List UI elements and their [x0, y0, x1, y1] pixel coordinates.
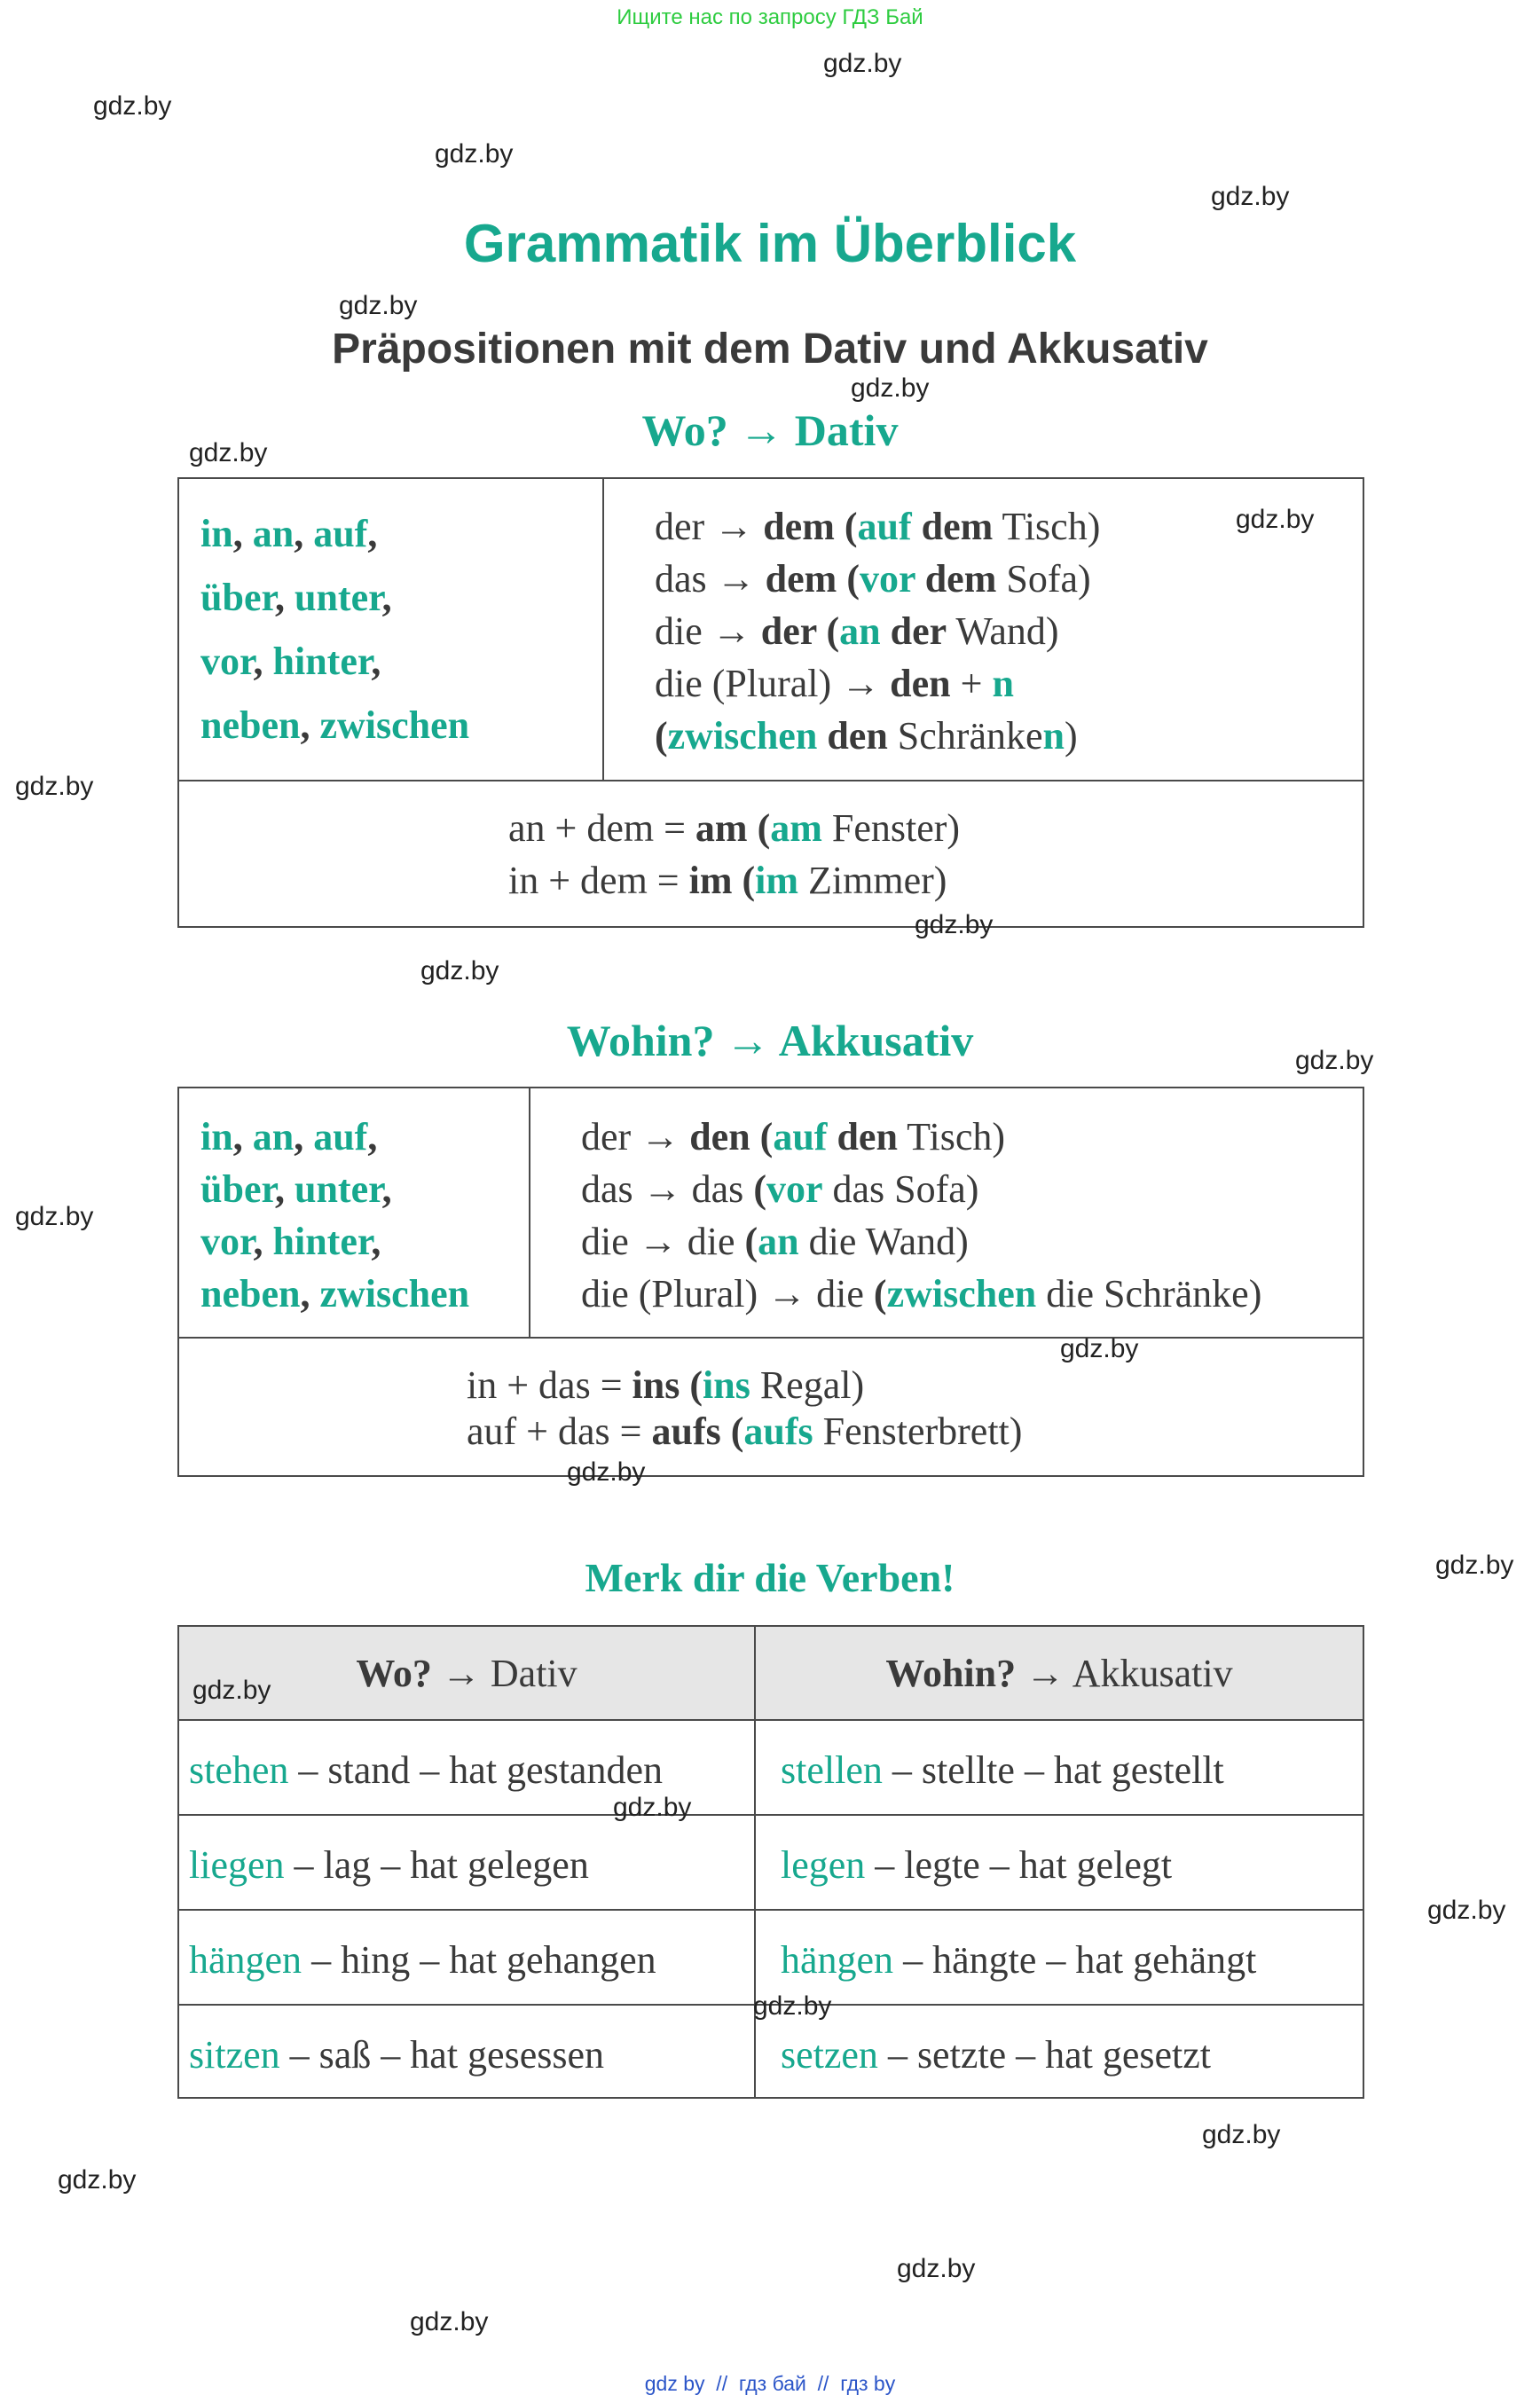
akkusativ-contraction-line: [467, 1409, 1022, 1454]
text-segment: (: [873, 1272, 887, 1315]
text-segment: der: [880, 609, 947, 653]
text-segment: aufs: [651, 1410, 721, 1453]
text-segment: Zimmer): [798, 859, 947, 902]
text-segment: n: [1042, 714, 1065, 758]
text-segment: der →: [655, 505, 764, 548]
text-segment: Tisch): [993, 505, 1101, 548]
text-segment: liegen: [189, 1843, 285, 1887]
watermark: gdz.by: [567, 1457, 646, 1487]
page-subtitle: Präpositionen mit dem Dativ und Akkusativ: [332, 326, 1208, 373]
text-segment: ,: [232, 1115, 253, 1158]
text-segment: Wo?: [356, 1652, 432, 1695]
text-segment: an: [758, 1220, 799, 1263]
text-segment: ,: [371, 1220, 381, 1263]
text-segment: – lag – hat gelegen: [284, 1843, 589, 1887]
watermark: gdz.by: [1060, 1334, 1139, 1363]
text-segment: +: [950, 662, 993, 705]
text-segment: hinter: [272, 1220, 372, 1263]
text-segment: ins: [632, 1363, 680, 1407]
footer-links[interactable]: gdz by // гдз бай // гдз by: [644, 2372, 896, 2395]
text-segment: (: [655, 714, 668, 758]
text-segment: zwischen: [667, 714, 818, 758]
text-segment: (: [750, 1115, 774, 1158]
text-segment: → Akkusativ: [1016, 1652, 1233, 1695]
text-segment: in: [200, 1115, 233, 1158]
text-segment: setzen: [781, 2033, 878, 2077]
dativ-divider-h: [177, 780, 1364, 781]
text-segment: → Dativ: [431, 1652, 578, 1695]
text-segment: der: [760, 609, 817, 653]
watermark: gdz.by: [1202, 2120, 1281, 2149]
verb-dativ-cell: [189, 1937, 656, 1983]
text-segment: – legte – hat gelegt: [865, 1843, 1173, 1887]
dativ-article-line: [655, 504, 1100, 549]
text-segment: legen: [781, 1843, 866, 1887]
text-segment: – saß – hat gesessen: [279, 2033, 605, 2077]
text-segment: die (Plural) →: [655, 662, 891, 705]
watermark: gdz.by: [823, 49, 902, 78]
text-segment: ,: [300, 703, 320, 747]
text-segment: ,: [294, 1115, 314, 1158]
watermark: gdz.by: [192, 1676, 271, 1705]
page-title: Grammatik im Überblick: [463, 214, 1077, 273]
top-banner[interactable]: Ищите нас по запросу ГДЗ Бай: [617, 5, 923, 29]
text-segment: ): [1065, 714, 1078, 758]
akkusativ-article-line: [581, 1114, 1005, 1159]
text-segment: sitzen: [189, 2033, 280, 2077]
text-segment: den: [827, 1115, 898, 1158]
verb-dativ-cell: [189, 2032, 604, 2077]
text-segment: an + dem =: [508, 806, 695, 850]
akkusativ-heading: Wohin? → Akkusativ: [566, 1016, 974, 1065]
text-segment: den: [689, 1115, 750, 1158]
text-segment: stellen: [781, 1748, 883, 1792]
verbs-divider-v: [754, 1625, 756, 2099]
text-segment: den: [890, 662, 951, 705]
akkusativ-divider-v: [529, 1087, 530, 1338]
text-segment: Schränke: [887, 714, 1043, 758]
text-segment: (: [720, 1410, 744, 1453]
watermark: gdz.by: [1236, 505, 1315, 534]
dativ-prep-line: [200, 511, 377, 556]
verb-akkusativ-cell: [781, 1747, 1224, 1793]
text-segment: (: [744, 1220, 758, 1263]
text-segment: an: [252, 1115, 295, 1158]
watermark: gdz.by: [15, 1202, 94, 1231]
text-segment: Wand): [947, 609, 1059, 653]
akkusativ-prep-line: [200, 1219, 381, 1264]
text-segment: an: [252, 512, 295, 555]
text-segment: – setzte – hat gesetzt: [877, 2033, 1212, 2077]
watermark: gdz.by: [897, 2254, 976, 2283]
text-segment: den: [817, 714, 888, 758]
watermark: gdz.by: [189, 438, 268, 467]
watermark: gdz.by: [1211, 182, 1290, 211]
text-segment: Fenster): [821, 806, 961, 850]
text-segment: auf: [773, 1115, 828, 1158]
text-segment: Sofa): [996, 557, 1091, 601]
text-segment: ,: [253, 1220, 273, 1263]
text-segment: – stellte – hat gestellt: [882, 1748, 1224, 1792]
text-segment: auf: [313, 512, 368, 555]
verb-akkusativ-cell: [781, 1842, 1172, 1888]
watermark: gdz.by: [339, 291, 418, 320]
text-segment: (: [680, 1363, 703, 1407]
akkusativ-article-line: [581, 1219, 969, 1264]
text-segment: die Wand): [798, 1220, 969, 1263]
text-segment: ,: [274, 1167, 295, 1211]
text-segment: unter: [294, 576, 382, 619]
text-segment: ins: [703, 1363, 750, 1407]
text-segment: auf: [313, 1115, 368, 1158]
dativ-article-line: [655, 609, 1059, 654]
dativ-contraction-line: [508, 805, 960, 851]
verbs-divider-h: [177, 1909, 1364, 1911]
text-segment: (: [834, 505, 858, 548]
akkusativ-prep-line: [200, 1114, 377, 1159]
text-segment: dem: [765, 557, 837, 601]
verbs-heading: Merk dir die Verben!: [585, 1555, 955, 1600]
akkusativ-contraction-line: [467, 1362, 864, 1408]
text-segment: das →: [655, 557, 766, 601]
text-segment: neben: [200, 1272, 301, 1315]
watermark: gdz.by: [420, 956, 499, 986]
watermark: gdz.by: [93, 91, 172, 121]
text-segment: die →: [655, 609, 761, 653]
text-segment: ,: [381, 1167, 392, 1211]
text-segment: auf: [857, 505, 912, 548]
text-segment: zwischen: [319, 703, 470, 747]
dativ-article-line: [655, 713, 1078, 758]
text-segment: ,: [294, 512, 314, 555]
text-segment: aufs: [743, 1410, 813, 1453]
text-segment: (: [816, 609, 840, 653]
akkusativ-article-line: [581, 1166, 978, 1212]
text-segment: stehen: [189, 1748, 289, 1792]
watermark: gdz.by: [753, 1991, 832, 2021]
text-segment: ,: [381, 576, 392, 619]
watermark: gdz.by: [851, 373, 930, 403]
watermark: gdz.by: [15, 772, 94, 801]
text-segment: in + das =: [467, 1363, 632, 1407]
dativ-prep-line: [200, 703, 469, 748]
text-segment: dem: [911, 505, 994, 548]
text-segment: Wohin?: [885, 1652, 1017, 1695]
text-segment: – hing – hat gehangen: [302, 1938, 656, 1982]
text-segment: in: [200, 512, 233, 555]
verb-akkusativ-cell: [781, 2032, 1211, 2077]
dativ-contraction-line: [508, 858, 947, 903]
text-segment: n: [992, 662, 1014, 705]
text-segment: vor: [766, 1167, 823, 1211]
watermark: gdz.by: [410, 2307, 489, 2336]
akkusativ-prep-line: [200, 1271, 469, 1316]
watermark: gdz.by: [1427, 1896, 1506, 1925]
watermark: gdz.by: [1295, 1046, 1374, 1075]
text-segment: ,: [371, 640, 381, 683]
dativ-heading: Wo? → Dativ: [641, 405, 899, 455]
text-segment: die Schränke): [1036, 1272, 1262, 1315]
text-segment: Tisch): [897, 1115, 1006, 1158]
text-segment: ,: [232, 512, 253, 555]
text-segment: dem: [763, 505, 835, 548]
text-segment: dem: [915, 557, 997, 601]
text-segment: zwischen: [319, 1272, 470, 1315]
text-segment: (: [747, 806, 771, 850]
akkusativ-divider-h: [177, 1337, 1364, 1339]
text-segment: – stand – hat gestanden: [288, 1748, 663, 1792]
text-segment: die → die: [581, 1220, 745, 1263]
watermark: gdz.by: [58, 2165, 137, 2195]
text-segment: ,: [274, 576, 295, 619]
text-segment: der →: [581, 1115, 690, 1158]
watermark: gdz.by: [613, 1793, 692, 1822]
text-segment: (: [753, 1167, 766, 1211]
text-segment: ,: [367, 512, 378, 555]
text-segment: ,: [253, 640, 273, 683]
text-segment: Regal): [750, 1363, 865, 1407]
dativ-article-line: [655, 661, 1014, 706]
text-segment: hängen: [781, 1938, 894, 1982]
text-segment: neben: [200, 703, 301, 747]
verb-akkusativ-cell: [781, 1937, 1256, 1983]
watermark: gdz.by: [915, 910, 994, 939]
verbs-divider-h: [177, 1814, 1364, 1816]
text-segment: vor: [200, 640, 254, 683]
text-segment: die (Plural) → die: [581, 1272, 874, 1315]
text-segment: auf + das =: [467, 1410, 652, 1453]
text-segment: über: [200, 1167, 275, 1211]
text-segment: Fensterbrett): [813, 1410, 1023, 1453]
akkusativ-prep-line: [200, 1166, 392, 1212]
watermark: gdz.by: [435, 139, 514, 169]
text-segment: vor: [200, 1220, 254, 1263]
verbs-header-akkusativ: [756, 1651, 1363, 1696]
text-segment: im: [755, 859, 799, 902]
text-segment: am: [770, 806, 822, 850]
text-segment: am: [695, 806, 748, 850]
text-segment: im: [688, 859, 733, 902]
text-segment: hängen: [189, 1938, 302, 1982]
text-segment: (: [837, 557, 860, 601]
text-segment: zwischen: [886, 1272, 1037, 1315]
text-segment: das → das: [581, 1167, 754, 1211]
dativ-divider-v: [602, 477, 604, 781]
text-segment: über: [200, 576, 275, 619]
text-segment: – hängte – hat gehängt: [893, 1938, 1257, 1982]
verbs-divider-h: [177, 1719, 1364, 1721]
text-segment: an: [839, 609, 881, 653]
text-segment: (: [732, 859, 756, 902]
watermark: gdz.by: [1435, 1551, 1514, 1580]
verb-dativ-cell: [189, 1842, 589, 1888]
text-segment: hinter: [272, 640, 372, 683]
dativ-prep-line: [200, 639, 381, 684]
dativ-prep-line: [200, 575, 392, 620]
text-segment: ,: [367, 1115, 378, 1158]
dativ-article-line: [655, 556, 1091, 601]
text-segment: das Sofa): [822, 1167, 979, 1211]
text-segment: vor: [859, 557, 915, 601]
verb-dativ-cell: [189, 1747, 663, 1793]
text-segment: in + dem =: [508, 859, 689, 902]
text-segment: unter: [294, 1167, 382, 1211]
text-segment: ,: [300, 1272, 320, 1315]
akkusativ-article-line: [581, 1271, 1261, 1316]
